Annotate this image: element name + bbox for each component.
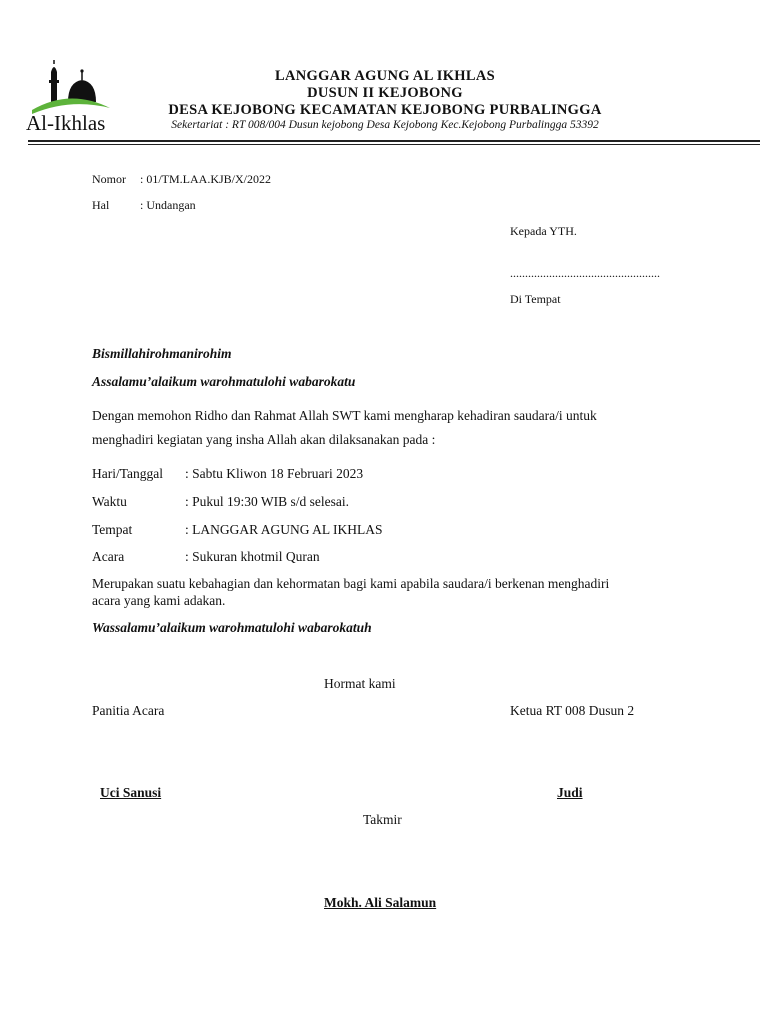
intro-line-1: Dengan memohon Ridho dan Rahmat Allah SWT kami mengharap kehadiran saudara/i untuk (92, 408, 597, 423)
bismillah: Bismillahirohmanirohim (92, 346, 232, 361)
closing-line-1: Merupakan suatu kebahagian dan kehormatan bagi kami apabila saudara/i berkenan menghadiri (92, 576, 610, 591)
mosque-icon (24, 58, 116, 136)
logo-text: Al-Ikhlas (26, 111, 106, 135)
header-divider-thin (28, 144, 760, 145)
intro-line-2: menghadiri kegiatan yang insha Allah akan dilaksanakan pada : (92, 432, 436, 447)
header-divider-thick (28, 140, 760, 142)
salam-opening: Assalamu’alaikum warohmatulohi wabarokatu (92, 374, 356, 389)
right-signatory-name: Judi (557, 785, 583, 800)
left-signatory-role: Panitia Acara (92, 703, 165, 718)
detail-label-place: Tempat (92, 522, 133, 537)
detail-value-place: : LANGGAR AGUNG AL IKHLAS (185, 522, 383, 537)
detail-label-date: Hari/Tanggal (92, 466, 164, 481)
right-signatory-role: Ketua RT 008 Dusun 2 (510, 703, 635, 718)
detail-label-time: Waktu (92, 494, 127, 509)
hal-value: : Undangan (140, 198, 196, 212)
center-signatory-name: Mokh. Ali Salamun (324, 895, 437, 910)
detail-value-date: : Sabtu Kliwon 18 Februari 2023 (185, 466, 364, 481)
recipient-dots: .................................................. (510, 266, 660, 280)
detail-label-event: Acara (92, 549, 125, 564)
center-signatory-role: Takmir (363, 812, 402, 827)
closing-line-2: acara yang kami adakan. (92, 593, 226, 608)
hal-label: Hal (92, 198, 110, 212)
nomor-value: : 01/TM.LAA.KJB/X/2022 (140, 172, 272, 186)
recipient-place: Di Tempat (510, 292, 561, 306)
salam-closing: Wassalamu’alaikum warohmatulohi wabarokatuh (92, 620, 372, 635)
secretariat-address: Sekertariat : RT 008/004 Dusun kejobong Desa Kejobong Kec.Kejobong Purbalingga 53392 (171, 119, 599, 131)
regards: Hormat kami (324, 676, 396, 691)
detail-value-time: : Pukul 19:30 WIB s/d selesai. (185, 494, 349, 509)
org-subtitle-desa: DESA KEJOBONG KECAMATAN KEJOBONG PURBALINGGA (168, 102, 602, 118)
detail-value-event: : Sukuran khotmil Quran (185, 549, 320, 564)
nomor-label: Nomor (92, 172, 126, 186)
left-signatory-name: Uci Sanusi (100, 785, 162, 800)
org-subtitle-dusun: DUSUN II KEJOBONG (307, 85, 463, 101)
mosque-logo (24, 58, 116, 136)
org-title: LANGGAR AGUNG AL IKHLAS (274, 68, 495, 84)
recipient-to: Kepada YTH. (510, 224, 577, 238)
